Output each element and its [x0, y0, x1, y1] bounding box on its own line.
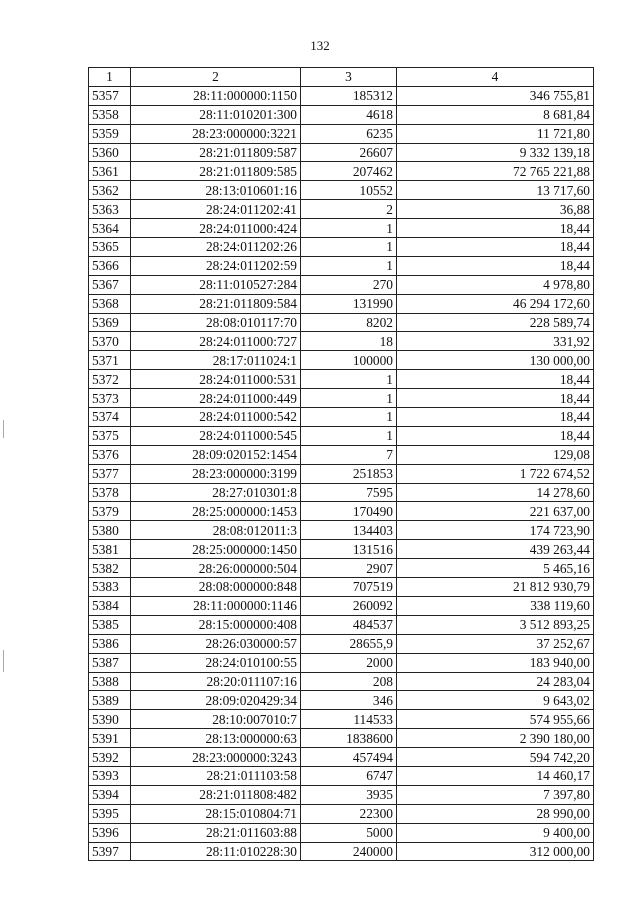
- value-cell: 7 397,80: [397, 785, 594, 804]
- table-row: [89, 521, 594, 540]
- table-row: [89, 672, 594, 691]
- table-row: [89, 351, 594, 370]
- cadastral-number-cell: 28:24:011000:424: [131, 219, 301, 238]
- row-number-cell: 5395: [89, 804, 131, 823]
- area-cell: 100000: [301, 351, 397, 370]
- cadastral-number-cell: 28:11:010228:30: [131, 842, 301, 861]
- row-number-cell: 5394: [89, 785, 131, 804]
- area-cell: 131516: [301, 540, 397, 559]
- area-cell: 134403: [301, 521, 397, 540]
- row-number-cell: 5372: [89, 370, 131, 389]
- table-row: [89, 691, 594, 710]
- area-cell: 251853: [301, 464, 397, 483]
- value-cell: 5 465,16: [397, 559, 594, 578]
- table-row: [89, 502, 594, 521]
- cadastral-number-cell: 28:13:010601:16: [131, 181, 301, 200]
- cadastral-number-cell: 28:24:011000:545: [131, 426, 301, 445]
- cadastral-number-cell: 28:23:000000:3221: [131, 124, 301, 143]
- table-row: [89, 766, 594, 785]
- cadastral-number-cell: 28:21:011603:88: [131, 823, 301, 842]
- table-row: [89, 653, 594, 672]
- table-row: [89, 615, 594, 634]
- table-row: [89, 124, 594, 143]
- table-row: [89, 578, 594, 597]
- cadastral-number-cell: 28:24:011000:531: [131, 370, 301, 389]
- value-cell: 18,44: [397, 389, 594, 408]
- table-row: [89, 294, 594, 313]
- value-cell: 174 723,90: [397, 521, 594, 540]
- table-row: [89, 181, 594, 200]
- page-number: 132: [310, 38, 330, 53]
- row-number-cell: 5377: [89, 464, 131, 483]
- cadastral-number-cell: 28:08:012011:3: [131, 521, 301, 540]
- cadastral-number-cell: 28:21:011808:482: [131, 785, 301, 804]
- row-number-cell: 5357: [89, 86, 131, 105]
- value-cell: 129,08: [397, 445, 594, 464]
- value-cell: 4 978,80: [397, 275, 594, 294]
- table-row: [89, 200, 594, 219]
- row-number-cell: 5380: [89, 521, 131, 540]
- value-cell: 8 681,84: [397, 105, 594, 124]
- area-cell: 260092: [301, 596, 397, 615]
- area-cell: 185312: [301, 86, 397, 105]
- row-number-cell: 5387: [89, 653, 131, 672]
- area-cell: 208: [301, 672, 397, 691]
- row-number-cell: 5392: [89, 748, 131, 767]
- cadastral-number-cell: 28:24:011000:727: [131, 332, 301, 351]
- area-cell: 457494: [301, 748, 397, 767]
- cadastral-number-cell: 28:24:011202:26: [131, 238, 301, 257]
- row-number-cell: 5381: [89, 540, 131, 559]
- row-number-cell: 5378: [89, 483, 131, 502]
- column-header-3: 3: [301, 68, 397, 87]
- area-cell: 26607: [301, 143, 397, 162]
- row-number-cell: 5386: [89, 634, 131, 653]
- table-row: [89, 445, 594, 464]
- cadastral-number-cell: 28:15:000000:408: [131, 615, 301, 634]
- column-header-2: 2: [131, 68, 301, 87]
- cadastral-number-cell: 28:25:000000:1450: [131, 540, 301, 559]
- value-cell: 36,88: [397, 200, 594, 219]
- table-row: [89, 389, 594, 408]
- value-cell: 3 512 893,25: [397, 615, 594, 634]
- table-row: [89, 408, 594, 427]
- cadastral-number-cell: 28:21:011103:58: [131, 766, 301, 785]
- table-row: [89, 710, 594, 729]
- area-cell: 7: [301, 445, 397, 464]
- area-cell: 1838600: [301, 729, 397, 748]
- value-cell: 18,44: [397, 219, 594, 238]
- row-number-cell: 5363: [89, 200, 131, 219]
- value-cell: 37 252,67: [397, 634, 594, 653]
- value-cell: 72 765 221,88: [397, 162, 594, 181]
- cadastral-number-cell: 28:20:011107:16: [131, 672, 301, 691]
- row-number-cell: 5382: [89, 559, 131, 578]
- column-header-1: 1: [89, 68, 131, 87]
- row-number-cell: 5365: [89, 238, 131, 257]
- scan-mark: [3, 420, 4, 438]
- row-number-cell: 5371: [89, 351, 131, 370]
- row-number-cell: 5368: [89, 294, 131, 313]
- value-cell: 346 755,81: [397, 86, 594, 105]
- area-cell: 5000: [301, 823, 397, 842]
- value-cell: 2 390 180,00: [397, 729, 594, 748]
- row-number-cell: 5396: [89, 823, 131, 842]
- table-row: [89, 256, 594, 275]
- row-number-cell: 5388: [89, 672, 131, 691]
- cadastral-number-cell: 28:09:020152:1454: [131, 445, 301, 464]
- area-cell: 1: [301, 426, 397, 445]
- area-cell: 170490: [301, 502, 397, 521]
- value-cell: 9 643,02: [397, 691, 594, 710]
- value-cell: 1 722 674,52: [397, 464, 594, 483]
- table-row: [89, 842, 594, 861]
- table-row: [89, 238, 594, 257]
- table-row: [89, 823, 594, 842]
- value-cell: 14 278,60: [397, 483, 594, 502]
- cadastral-number-cell: 28:13:000000:63: [131, 729, 301, 748]
- value-cell: 11 721,80: [397, 124, 594, 143]
- area-cell: 1: [301, 408, 397, 427]
- value-cell: 18,44: [397, 238, 594, 257]
- table-row: [89, 86, 594, 105]
- area-cell: 1: [301, 238, 397, 257]
- cadastral-number-cell: 28:11:000000:1146: [131, 596, 301, 615]
- row-number-cell: 5358: [89, 105, 131, 124]
- area-cell: 2: [301, 200, 397, 219]
- value-cell: 28 990,00: [397, 804, 594, 823]
- table-row: [89, 748, 594, 767]
- cadastral-number-cell: 28:23:000000:3199: [131, 464, 301, 483]
- area-cell: 22300: [301, 804, 397, 823]
- cadastral-number-cell: 28:17:011024:1: [131, 351, 301, 370]
- table-row: [89, 162, 594, 181]
- table-row: [89, 634, 594, 653]
- area-cell: 28655,9: [301, 634, 397, 653]
- area-cell: 207462: [301, 162, 397, 181]
- cadastral-number-cell: 28:26:030000:57: [131, 634, 301, 653]
- area-cell: 707519: [301, 578, 397, 597]
- cadastral-number-cell: 28:11:010201:300: [131, 105, 301, 124]
- value-cell: 18,44: [397, 426, 594, 445]
- value-cell: 24 283,04: [397, 672, 594, 691]
- area-cell: 6235: [301, 124, 397, 143]
- cadastral-number-cell: 28:08:000000:848: [131, 578, 301, 597]
- cadastral-number-cell: 28:26:000000:504: [131, 559, 301, 578]
- area-cell: 2907: [301, 559, 397, 578]
- area-cell: 1: [301, 256, 397, 275]
- area-cell: 1: [301, 219, 397, 238]
- row-number-cell: 5369: [89, 313, 131, 332]
- table-row: [89, 143, 594, 162]
- row-number-cell: 5393: [89, 766, 131, 785]
- table-row: [89, 332, 594, 351]
- area-cell: 18: [301, 332, 397, 351]
- column-header-4: 4: [397, 68, 594, 87]
- row-number-cell: 5374: [89, 408, 131, 427]
- cadastral-number-cell: 28:10:007010:7: [131, 710, 301, 729]
- row-number-cell: 5389: [89, 691, 131, 710]
- table-header-row: [89, 68, 594, 87]
- row-number-cell: 5384: [89, 596, 131, 615]
- cadastral-number-cell: 28:24:011000:542: [131, 408, 301, 427]
- value-cell: 439 263,44: [397, 540, 594, 559]
- row-number-cell: 5390: [89, 710, 131, 729]
- area-cell: 240000: [301, 842, 397, 861]
- value-cell: 18,44: [397, 256, 594, 275]
- cadastral-number-cell: 28:15:010804:71: [131, 804, 301, 823]
- row-number-cell: 5385: [89, 615, 131, 634]
- cadastral-number-cell: 28:21:011809:585: [131, 162, 301, 181]
- value-cell: 338 119,60: [397, 596, 594, 615]
- cadastral-number-cell: 28:23:000000:3243: [131, 748, 301, 767]
- table-row: [89, 219, 594, 238]
- table-row: [89, 370, 594, 389]
- row-number-cell: 5359: [89, 124, 131, 143]
- area-cell: 8202: [301, 313, 397, 332]
- cadastral-table: [88, 67, 594, 861]
- value-cell: 312 000,00: [397, 842, 594, 861]
- table-row: [89, 275, 594, 294]
- row-number-cell: 5367: [89, 275, 131, 294]
- row-number-cell: 5373: [89, 389, 131, 408]
- cadastral-number-cell: 28:24:011202:59: [131, 256, 301, 275]
- area-cell: 3935: [301, 785, 397, 804]
- value-cell: 14 460,17: [397, 766, 594, 785]
- cadastral-number-cell: 28:09:020429:34: [131, 691, 301, 710]
- row-number-cell: 5376: [89, 445, 131, 464]
- area-cell: 1: [301, 370, 397, 389]
- row-number-cell: 5362: [89, 181, 131, 200]
- row-number-cell: 5379: [89, 502, 131, 521]
- row-number-cell: 5361: [89, 162, 131, 181]
- table-row: [89, 464, 594, 483]
- value-cell: 594 742,20: [397, 748, 594, 767]
- value-cell: 183 940,00: [397, 653, 594, 672]
- row-number-cell: 5375: [89, 426, 131, 445]
- table-row: [89, 596, 594, 615]
- value-cell: 331,92: [397, 332, 594, 351]
- table-row: [89, 540, 594, 559]
- area-cell: 4618: [301, 105, 397, 124]
- cadastral-number-cell: 28:21:011809:584: [131, 294, 301, 313]
- cadastral-number-cell: 28:24:010100:55: [131, 653, 301, 672]
- value-cell: 9 400,00: [397, 823, 594, 842]
- area-cell: 114533: [301, 710, 397, 729]
- row-number-cell: 5360: [89, 143, 131, 162]
- cadastral-number-cell: 28:11:010527:284: [131, 275, 301, 294]
- row-number-cell: 5397: [89, 842, 131, 861]
- row-number-cell: 5366: [89, 256, 131, 275]
- value-cell: 221 637,00: [397, 502, 594, 521]
- row-number-cell: 5391: [89, 729, 131, 748]
- table-row: [89, 105, 594, 124]
- area-cell: 270: [301, 275, 397, 294]
- table-row: [89, 804, 594, 823]
- cadastral-number-cell: 28:21:011809:587: [131, 143, 301, 162]
- cadastral-number-cell: 28:24:011202:41: [131, 200, 301, 219]
- table-row: [89, 785, 594, 804]
- row-number-cell: 5364: [89, 219, 131, 238]
- area-cell: 2000: [301, 653, 397, 672]
- area-cell: 1: [301, 389, 397, 408]
- area-cell: 6747: [301, 766, 397, 785]
- value-cell: 46 294 172,60: [397, 294, 594, 313]
- cadastral-number-cell: 28:25:000000:1453: [131, 502, 301, 521]
- value-cell: 9 332 139,18: [397, 143, 594, 162]
- cadastral-number-cell: 28:24:011000:449: [131, 389, 301, 408]
- cadastral-number-cell: 28:11:000000:1150: [131, 86, 301, 105]
- area-cell: 10552: [301, 181, 397, 200]
- area-cell: 346: [301, 691, 397, 710]
- table-row: [89, 729, 594, 748]
- area-cell: 7595: [301, 483, 397, 502]
- value-cell: 18,44: [397, 408, 594, 427]
- table-row: [89, 483, 594, 502]
- area-cell: 131990: [301, 294, 397, 313]
- value-cell: 21 812 930,79: [397, 578, 594, 597]
- row-number-cell: 5370: [89, 332, 131, 351]
- row-number-cell: 5383: [89, 578, 131, 597]
- scan-mark: [3, 650, 4, 672]
- table-row: [89, 426, 594, 445]
- value-cell: 13 717,60: [397, 181, 594, 200]
- table-row: [89, 559, 594, 578]
- value-cell: 130 000,00: [397, 351, 594, 370]
- value-cell: 574 955,66: [397, 710, 594, 729]
- table-row: [89, 313, 594, 332]
- area-cell: 484537: [301, 615, 397, 634]
- cadastral-number-cell: 28:08:010117:70: [131, 313, 301, 332]
- value-cell: 228 589,74: [397, 313, 594, 332]
- value-cell: 18,44: [397, 370, 594, 389]
- cadastral-number-cell: 28:27:010301:8: [131, 483, 301, 502]
